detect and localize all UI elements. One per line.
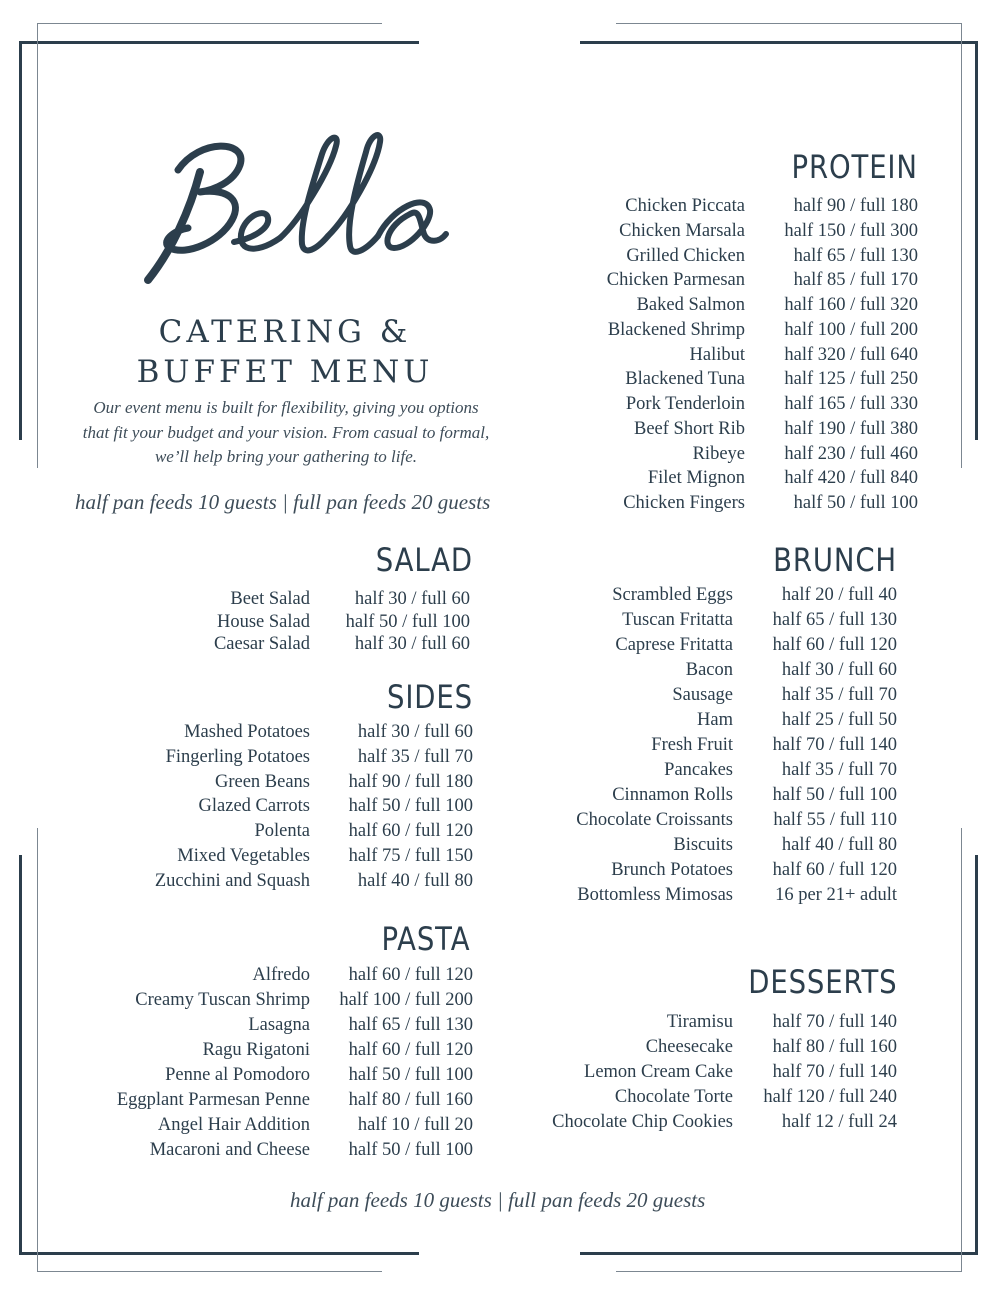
brunch-item-price: half 30 / full 60 — [781, 660, 897, 680]
pasta-item-price: half 100 / full 200 — [339, 990, 473, 1010]
brunch-item-name: Chocolate Croissants — [576, 810, 733, 830]
brunch-item-price: half 60 / full 120 — [772, 860, 897, 880]
desserts-item-price: half 12 / full 24 — [781, 1112, 897, 1132]
brunch-item-name: Bacon — [685, 660, 733, 680]
pasta-item-name: Penne al Pomodoro — [165, 1065, 310, 1085]
sides-item-name: Mixed Vegetables — [177, 846, 310, 866]
brunch-item-name: Biscuits — [673, 835, 733, 855]
salad-item-name: Beet Salad — [230, 589, 310, 609]
sides-item-price: half 35 / full 70 — [357, 746, 473, 767]
pasta-item-price: half 60 / full 120 — [348, 965, 473, 985]
salad-heading: SALAD — [375, 541, 473, 579]
protein-item-name: Blackened Shrimp — [607, 319, 745, 340]
brunch-item-name: Bottomless Mimosas — [577, 885, 733, 905]
brunch-item-name: Sausage — [672, 685, 733, 705]
protein-item-price: half 125 / full 250 — [784, 369, 918, 390]
frame-top-left-thick — [22, 41, 419, 44]
pasta-item-name: Macaroni and Cheese — [149, 1140, 310, 1160]
brunch-item-price: half 35 / full 70 — [781, 760, 897, 780]
brunch-item-price: half 65 / full 130 — [772, 610, 897, 630]
protein-item-price: half 100 / full 200 — [784, 319, 918, 340]
protein-item-name: Baked Salmon — [636, 295, 745, 315]
pasta-item-price: half 65 / full 130 — [348, 1015, 473, 1035]
sides-item-price: half 75 / full 150 — [348, 846, 473, 866]
protein-item-price: half 190 / full 380 — [784, 418, 918, 439]
sides-item-name: Green Beans — [214, 771, 310, 792]
frame-right-top-thin — [961, 23, 962, 468]
brunch-item-name: Scrambled Eggs — [612, 585, 733, 605]
pasta-heading: PASTA — [381, 920, 470, 958]
brunch-item-price: half 70 / full 140 — [772, 735, 897, 755]
protein-item-price: half 90 / full 180 — [793, 196, 918, 216]
brunch-item-price: half 60 / full 120 — [772, 635, 897, 655]
brunch-item-name: Caprese Fritatta — [615, 635, 733, 655]
salad-item-name: House Salad — [217, 611, 310, 632]
brunch-item-name: Tuscan Fritatta — [622, 610, 733, 630]
protein-item-name: Chicken Fingers — [623, 493, 745, 513]
protein-item-price: half 50 / full 100 — [793, 493, 918, 513]
brunch-item-price: half 20 / full 40 — [781, 585, 897, 605]
desserts-item-name: Cheesecake — [645, 1037, 733, 1057]
sides-item-price: half 30 / full 60 — [357, 722, 473, 742]
protein-item-price: half 230 / full 460 — [784, 443, 918, 464]
desserts-heading: DESSERTS — [747, 963, 897, 1001]
sides-item-price: half 40 / full 80 — [357, 870, 473, 891]
brunch-item-name: Pancakes — [664, 760, 733, 780]
protein-item-price: half 165 / full 330 — [784, 394, 918, 414]
pasta-item-name: Angel Hair Addition — [157, 1115, 310, 1135]
desserts-item-price: half 80 / full 160 — [772, 1037, 897, 1057]
desserts-item-price: half 120 / full 240 — [763, 1087, 897, 1107]
brunch-item-name: Fresh Fruit — [651, 735, 733, 755]
frame-right-bottom-thick — [975, 855, 978, 1255]
protein-item-name: Ribeye — [692, 443, 745, 464]
brunch-item-name: Ham — [697, 710, 733, 730]
protein-item-price: half 320 / full 640 — [784, 344, 918, 365]
frame-left-top-thin — [37, 23, 38, 468]
salad-item-price: half 30 / full 60 — [354, 589, 470, 609]
pasta-item-price: half 60 / full 120 — [348, 1040, 473, 1060]
frame-right-bottom-thin — [961, 828, 962, 1272]
sides-item-price: half 90 / full 180 — [348, 771, 473, 792]
menu-title-line1: CATERING & — [158, 314, 412, 350]
frame-bottom-right-thick — [580, 1252, 978, 1255]
brunch-item-price: half 35 / full 70 — [781, 685, 897, 705]
sides-item-name: Glazed Carrots — [198, 796, 310, 817]
pasta-item-price: half 10 / full 20 — [357, 1115, 473, 1135]
pasta-item-name: Creamy Tuscan Shrimp — [135, 990, 310, 1010]
frame-top-left-thin — [37, 23, 382, 24]
desserts-item-name: Chocolate Chip Cookies — [552, 1112, 733, 1132]
protein-item-price: half 420 / full 840 — [784, 468, 918, 489]
salad-item-name: Caesar Salad — [213, 634, 310, 654]
brunch-item-price: half 50 / full 100 — [772, 785, 897, 805]
sides-item-price: half 50 / full 100 — [348, 796, 473, 817]
brunch-item-price: 16 per 21+ adult — [775, 885, 897, 905]
sides-item-name: Fingerling Potatoes — [165, 746, 310, 767]
pasta-item-price: half 50 / full 100 — [348, 1065, 473, 1085]
intro-text — [60, 396, 512, 470]
frame-top-right-thin — [616, 23, 962, 24]
brunch-item-price: half 55 / full 110 — [773, 810, 897, 830]
frame-bottom-right-thin — [616, 1271, 962, 1272]
protein-item-price: half 65 / full 130 — [793, 245, 918, 266]
bella-logo — [130, 110, 450, 300]
pasta-item-price: half 80 / full 160 — [348, 1090, 473, 1110]
pasta-item-name: Lasagna — [248, 1015, 310, 1035]
pasta-item-name: Eggplant Parmesan Penne — [116, 1090, 310, 1110]
protein-item-name: Pork Tenderloin — [625, 394, 745, 414]
desserts-item-price: half 70 / full 140 — [772, 1062, 897, 1082]
protein-item-name: Beef Short Rib — [634, 418, 745, 439]
protein-item-name: Chicken Marsala — [619, 220, 745, 241]
brunch-heading: BRUNCH — [773, 541, 897, 579]
serving-note-bottom: half pan feeds 10 guests | full pan feeds 20 guests — [290, 1188, 706, 1212]
intro-line: that fit your budget and your vision. From casual to formal, — [82, 422, 490, 442]
pasta-item-name: Ragu Rigatoni — [202, 1040, 310, 1060]
sides-item-name: Polenta — [254, 821, 310, 842]
frame-left-bottom-thick — [19, 855, 22, 1255]
intro-line: Our event menu is built for flexibility, giving you options — [93, 398, 479, 417]
frame-top-right-thick — [580, 41, 978, 44]
protein-item-name: Chicken Parmesan — [606, 270, 745, 291]
sides-item-name: Zucchini and Squash — [154, 870, 310, 891]
brunch-item-name: Cinnamon Rolls — [612, 785, 733, 805]
sides-item-price: half 60 / full 120 — [348, 821, 473, 842]
desserts-item-name: Tiramisu — [666, 1012, 733, 1032]
frame-right-top-thick — [975, 41, 978, 440]
frame-left-top-thick — [19, 41, 22, 440]
frame-bottom-left-thick — [22, 1252, 419, 1255]
frame-bottom-left-thin — [37, 1271, 382, 1272]
pasta-item-name: Alfredo — [252, 965, 310, 985]
protein-item-name: Grilled Chicken — [626, 245, 745, 266]
brunch-item-name: Brunch Potatoes — [611, 860, 733, 880]
frame-left-bottom-thin — [37, 828, 38, 1272]
brunch-item-price: half 25 / full 50 — [781, 710, 897, 730]
intro-line: we’ll help bring your gathering to life. — [154, 447, 418, 466]
protein-item-name: Filet Mignon — [647, 468, 745, 489]
desserts-item-name: Lemon Cream Cake — [584, 1062, 733, 1082]
protein-item-name: Blackened Tuna — [625, 369, 745, 390]
protein-heading: PROTEIN — [791, 148, 918, 186]
menu-title-line2: BUFFET MENU — [136, 354, 434, 390]
protein-item-price: half 160 / full 320 — [784, 295, 918, 315]
desserts-item-name: Chocolate Torte — [614, 1087, 733, 1107]
salad-item-price: half 50 / full 100 — [345, 611, 470, 632]
protein-item-price: half 85 / full 170 — [793, 270, 918, 291]
sides-item-name: Mashed Potatoes — [184, 722, 310, 742]
pasta-item-price: half 50 / full 100 — [348, 1140, 473, 1160]
desserts-item-price: half 70 / full 140 — [772, 1012, 897, 1032]
sides-heading: SIDES — [387, 678, 473, 716]
protein-item-price: half 150 / full 300 — [784, 220, 918, 241]
brunch-item-price: half 40 / full 80 — [781, 835, 897, 855]
salad-item-price: half 30 / full 60 — [354, 634, 470, 654]
protein-item-name: Chicken Piccata — [625, 196, 745, 216]
protein-item-name: Halibut — [689, 344, 745, 365]
serving-note-top: half pan feeds 10 guests | full pan feeds 20 guests — [75, 490, 491, 514]
